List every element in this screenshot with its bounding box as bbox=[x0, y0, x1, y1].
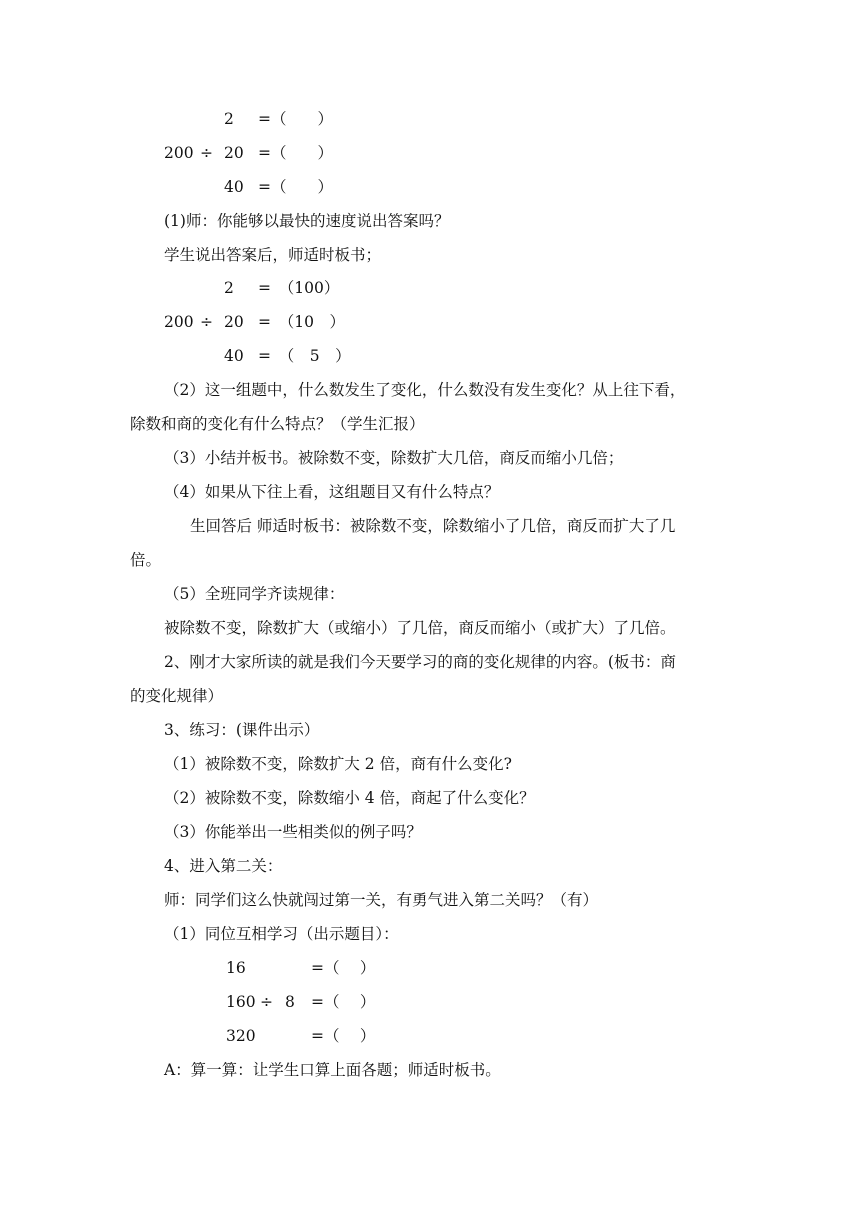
dividend-cell: 200 bbox=[164, 313, 194, 331]
divisor-cell: 8 bbox=[285, 993, 295, 1011]
dividend-cell: 160 bbox=[226, 993, 256, 1011]
answer-blank: =（ ） bbox=[311, 959, 376, 977]
item-2-line2: 的变化规律） bbox=[130, 687, 224, 705]
step-a: A：算一算：让学生口算上面各题；师适时板书。 bbox=[164, 1061, 501, 1079]
question-1: (1)师：你能够以最快的速度说出答案吗？ bbox=[164, 212, 450, 230]
divide-sign: ÷ bbox=[200, 313, 213, 331]
rule-statement: 被除数不变，除数扩大（或缩小）了几倍，商反而缩小（或扩大）了几倍。 bbox=[164, 619, 676, 637]
answer-cell: = （ 5 ） bbox=[258, 347, 351, 365]
board-4-line2: 倍。 bbox=[130, 551, 162, 569]
answer-blank: =（ ） bbox=[311, 993, 376, 1011]
dividend-cell: 320 bbox=[226, 1027, 256, 1045]
divisor-cell: 40 bbox=[224, 347, 244, 365]
answer-cell: = （100） bbox=[258, 279, 340, 297]
exercise-2: （2）被除数不变，除数缩小 4 倍，商起了什么变化？ bbox=[164, 789, 535, 807]
question-2-line1: （2）这一组题中，什么数发生了变化，什么数没有发生变化？从上往下看， bbox=[164, 381, 686, 399]
divisor-cell: 20 bbox=[224, 313, 244, 331]
divisor-cell: 20 bbox=[224, 144, 244, 162]
question-2-line2: 除数和商的变化有什么特点？（学生汇报） bbox=[130, 415, 425, 433]
exercise-1: （1）被除数不变，除数扩大 2 倍，商有什么变化? bbox=[164, 755, 512, 773]
exercise-3: （3）你能举出一些相类似的例子吗？ bbox=[164, 823, 422, 841]
item-4: 4、进入第二关： bbox=[164, 857, 283, 875]
answer-cell: = （10 ） bbox=[258, 313, 345, 331]
answer-blank: =（ ） bbox=[258, 110, 333, 128]
divisor-cell: 40 bbox=[224, 178, 244, 196]
divide-sign: ÷ bbox=[200, 144, 213, 162]
pair-study: （1）同位互相学习（出示题目）： bbox=[164, 925, 399, 943]
divide-sign: ÷ bbox=[260, 993, 273, 1011]
divisor-cell: 2 bbox=[224, 110, 234, 128]
answer-blank: =（ ） bbox=[258, 178, 333, 196]
item-2-line1: 2、刚才大家所读的就是我们今天要学习的商的变化规律的内容。(板书：商 bbox=[164, 653, 676, 671]
board-4-line1: 生回答后 师适时板书：被除数不变，除数缩小了几倍，商反而扩大了几 bbox=[190, 517, 676, 535]
summary-3: （3）小结并板书。被除数不变，除数扩大几倍，商反而缩小几倍； bbox=[164, 449, 624, 467]
answer-blank: =（ ） bbox=[311, 1027, 376, 1045]
dividend-cell: 16 bbox=[226, 959, 246, 977]
question-4: （4）如果从下往上看，这组题目又有什么特点？ bbox=[164, 483, 500, 501]
item-3: 3、练习：(课件出示） bbox=[164, 721, 320, 739]
dividend-cell: 200 bbox=[164, 144, 194, 162]
board-note: 学生说出答案后，师适时板书； bbox=[164, 246, 382, 264]
divisor-cell: 2 bbox=[224, 279, 234, 297]
teacher-line: 师：同学们这么快就闯过第一关，有勇气进入第二关吗？（有） bbox=[164, 891, 599, 909]
step-5: （5）全班同学齐读规律： bbox=[164, 585, 345, 603]
answer-blank: =（ ） bbox=[258, 144, 333, 162]
